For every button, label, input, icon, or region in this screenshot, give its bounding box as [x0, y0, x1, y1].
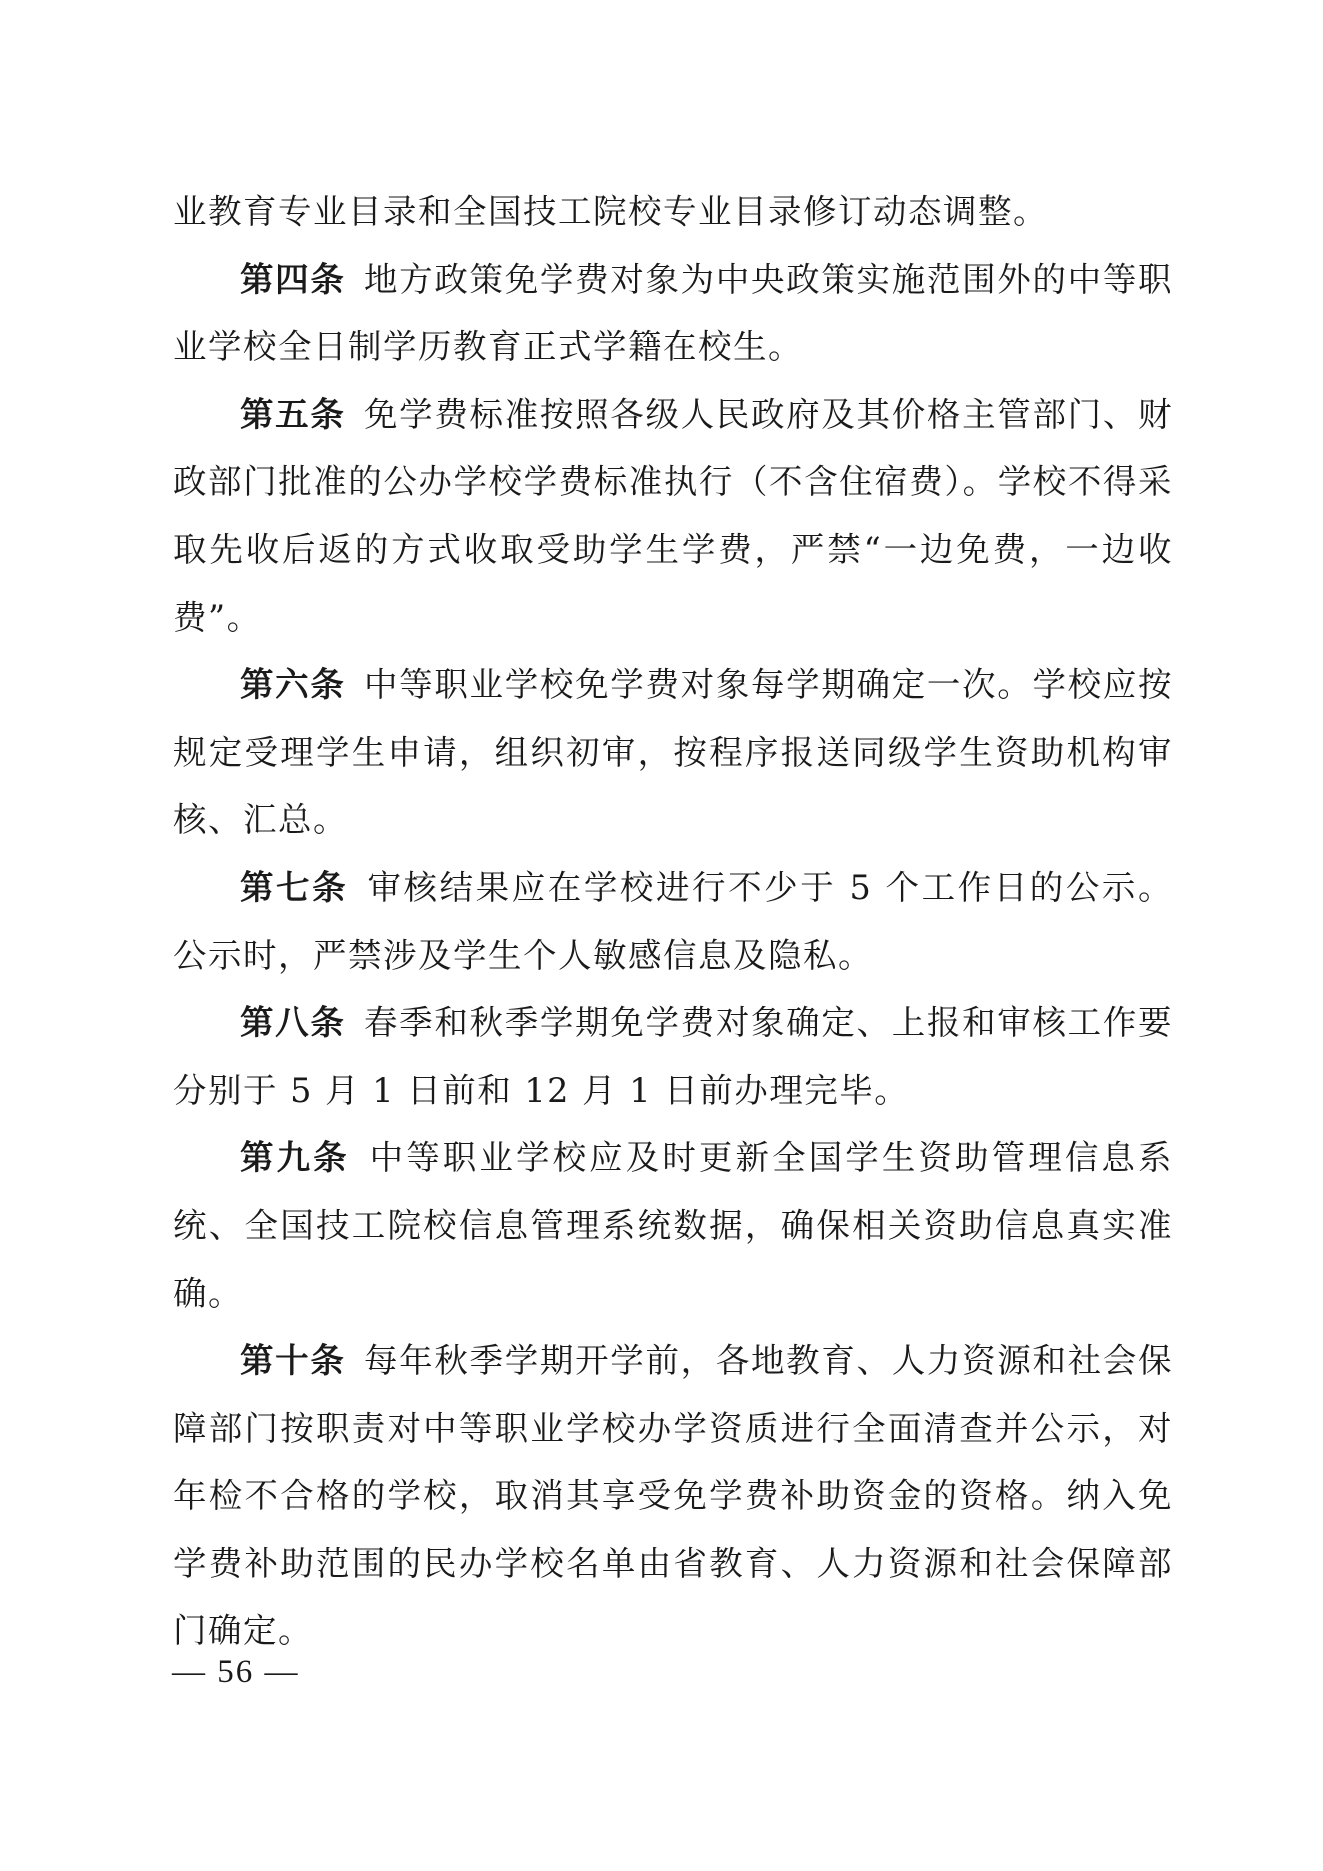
article-heading: 第九条 [240, 1138, 350, 1178]
article-5 [173, 381, 1173, 651]
body-text [173, 178, 1173, 1665]
paragraph-continued [173, 178, 1173, 246]
article-heading: 第六条 [240, 665, 346, 705]
article-text: 地方政策免学费对象为中央政策实施范围外的中等职业学校全日制学历教育正式学籍在校生。 [173, 259, 1174, 367]
article-6 [173, 651, 1173, 854]
article-8 [173, 989, 1173, 1124]
article-heading: 第四条 [240, 259, 346, 299]
article-7 [173, 854, 1173, 989]
article-heading: 第五条 [240, 394, 346, 434]
paragraph-text: 业教育专业目录和全国技工院校专业目录修订动态调整。 [173, 192, 1048, 231]
article-heading: 第八条 [240, 1003, 346, 1043]
article-10 [173, 1327, 1173, 1665]
article-text: 中等职业学校免学费对象每学期确定一次。学校应按规定受理学生申请，组织初审，按程序报送同级学生资助机构审核、汇总。 [173, 665, 1174, 840]
article-heading: 第七条 [240, 867, 349, 907]
article-text: 每年秋季学期开学前，各地教育、人力资源和社会保障部门按职责对中等职业学校办学资质进行全面清查并公示，对年检不合格的学校，取消其享受免学费补助资金的资格。纳入免学费补助范围的民办学校名单由省教育、人力资源和社会保障部门确定。 [173, 1341, 1174, 1651]
article-heading: 第十条 [240, 1341, 346, 1381]
article-text: 审核结果应在学校进行不少于 5 个工作日的公示。公示时，严禁涉及学生个人敏感信息及隐私。 [173, 867, 1173, 975]
article-9 [173, 1124, 1173, 1327]
article-4 [173, 246, 1173, 381]
article-text: 免学费标准按照各级人民政府及其价格主管部门、财政部门批准的公办学校学费标准执行（不含住宿费）。学校不得采取先收后返的方式收取受助学生学费，严禁“一边免费，一边收费”。 [173, 394, 1174, 637]
article-text: 中等职业学校应及时更新全国学生资助管理信息系统、全国技工院校信息管理系统数据，确保相关资助信息真实准确。 [173, 1138, 1174, 1313]
page-number: — 56 — [172, 1654, 300, 1690]
article-text: 春季和秋季学期免学费对象确定、上报和审核工作要分别于 5 月 1 日前和 12 月 1 日前办理完毕。 [173, 1003, 1174, 1110]
